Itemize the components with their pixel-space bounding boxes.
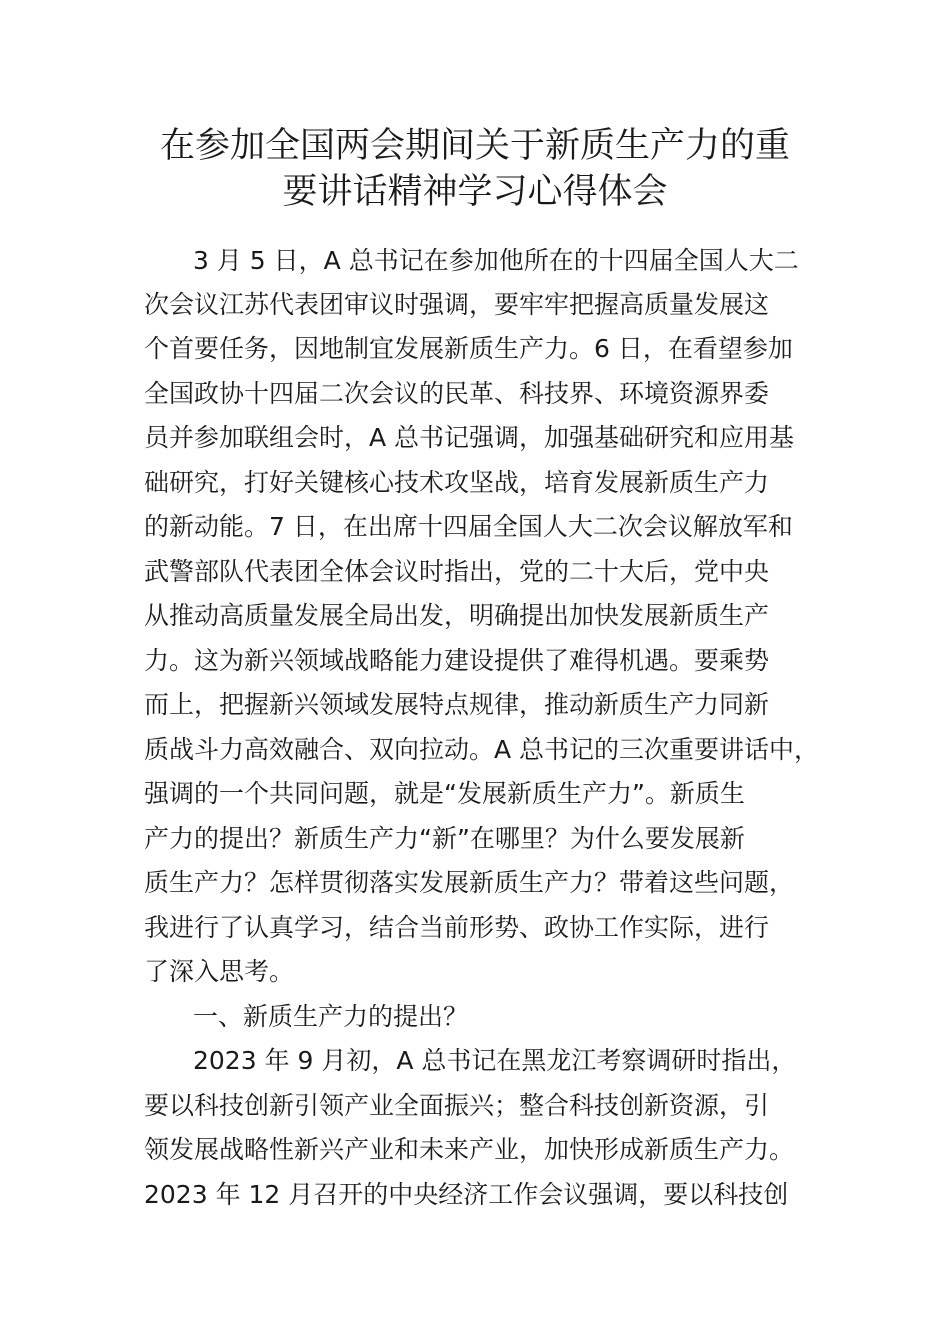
- document-title-line-1: 在参加全国两会期间关于新质生产力的重: [159, 126, 790, 166]
- body-line: 而上，把握新兴领域发展特点规律，推动新质生产力同新: [144, 690, 770, 719]
- section-heading: 一、新质生产力的提出？: [193, 1002, 469, 1031]
- body-line: 2023 年 9 月初，A 总书记在黑龙江考察调研时指出，: [193, 1046, 797, 1075]
- body-line: 3 月 5 日，A 总书记在参加他所在的十四届全国人大二: [193, 246, 799, 275]
- body-line: 个首要任务，因地制宜发展新质生产力。6 日，在看望参加: [144, 334, 793, 363]
- body-line: 要以科技创新引领产业全面振兴；整合科技创新资源，引: [144, 1091, 770, 1120]
- body-line: 全国政协十四届二次会议的民革、科技界、环境资源界委: [144, 379, 770, 408]
- body-line: 了深入思考。: [144, 957, 295, 986]
- body-line: 我进行了认真学习，结合当前形势、政协工作实际，进行: [144, 913, 770, 942]
- document-title-line-2: 要讲话精神学习心得体会: [282, 172, 668, 212]
- body-line: 强调的一个共同问题，就是“发展新质生产力”。新质生: [144, 779, 745, 808]
- body-line: 产力的提出？新质生产力“新”在哪里？为什么要发展新: [144, 824, 745, 853]
- body-line: 的新动能。7 日，在出席十四届全国人大二次会议解放军和: [144, 512, 793, 541]
- body-line: 领发展战略性新兴产业和未来产业，加快形成新质生产力。: [144, 1135, 795, 1164]
- body-line: 质生产力？怎样贯彻落实发展新质生产力？带着这些问题，: [144, 868, 795, 897]
- body-line: 从推动高质量发展全局出发，明确提出加快发展新质生产: [144, 601, 770, 630]
- body-line: 础研究，打好关键核心技术攻坚战，培育发展新质生产力: [144, 468, 770, 497]
- body-line: 武警部队代表团全体会议时指出，党的二十大后，党中央: [144, 557, 770, 586]
- body-line: 力。这为新兴领域战略能力建设提供了难得机遇。要乘势: [144, 646, 770, 675]
- body-line: 员并参加联组会时，A 总书记强调，加强基础研究和应用基: [144, 423, 795, 452]
- body-line: 质战斗力高效融合、双向拉动。A 总书记的三次重要讲话中，: [144, 735, 820, 764]
- body-line: 次会议江苏代表团审议时强调，要牢牢把握高质量发展这: [144, 290, 770, 319]
- body-line: 2023 年 12 月召开的中央经济工作会议强调，要以科技创: [144, 1180, 789, 1209]
